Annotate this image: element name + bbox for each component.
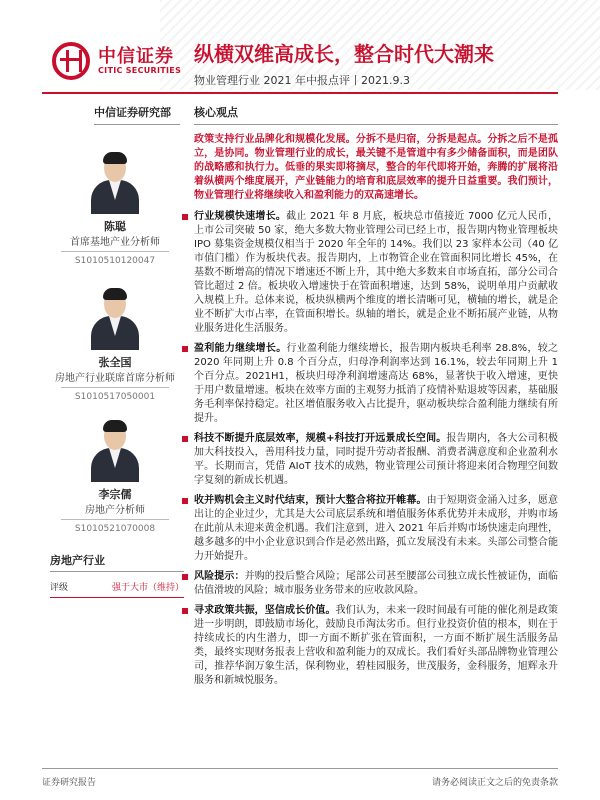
analyst-card [50, 418, 180, 534]
analyst-divider [61, 387, 169, 388]
analyst-role: 首席基地产业分析师 [70, 237, 160, 248]
analyst-card [50, 150, 180, 266]
core-views-section [194, 104, 558, 203]
report-title: 纵横双维高成长，整合时代大潮来 [194, 42, 494, 66]
analyst-license-id: S1010510120047 [74, 256, 156, 266]
footer-left-text: 证券研究报告 [42, 778, 97, 788]
core-views-heading: 核心观点 [194, 104, 558, 125]
industry-rating [50, 552, 184, 598]
analyst-sidebar [50, 104, 180, 125]
bullet-marker-icon [182, 608, 188, 614]
bullet-marker-icon [182, 498, 188, 504]
logo-text-cn: 中信证券 [98, 46, 174, 67]
analyst-photo [87, 286, 143, 350]
key-points-list [178, 210, 558, 694]
analyst-name: 陈聪 [104, 220, 126, 233]
rating-row [50, 572, 184, 598]
rating-value: 强于大市（维持） [111, 583, 184, 593]
key-point [178, 342, 558, 426]
bullet-marker-icon [182, 574, 188, 580]
key-point-text: 并购的投后整合风险；尾部公司甚至腰部公司独立成长性被证伪，面临估值滑坡的风险；城市服务业务带来的应收款风险。 [194, 571, 559, 596]
analyst-role: 房地产行业联席首席分析师 [55, 373, 175, 384]
analyst-divider [61, 251, 169, 252]
analyst-name: 张全国 [98, 356, 132, 369]
citic-logo [52, 40, 202, 82]
summary-paragraph: 政策支持行业品牌化和规模化发展。分拆不是归宿，分拆是起点。分拆之后不是孤立，是协同。物业管理行业的成长，最关键不是管道中有多少储备面积，而是团队的战略感和执行力。低垂的果实即将摘尽，整合的年代即将开始，奔腾的扩展将沿着纵横两个维度展开，产业链能力的培育和底层效率的提升日益重要。我们预计，物业管理行业将继续收入和盈利能力的双高速增长。 [194, 134, 558, 201]
footer-disclaimer-text: 请务必阅读正文之后的免责条款 [431, 778, 558, 788]
key-point-text: 由于短期资金涌入过多，愿意出让的企业过少，尤其是大公司底层系统和增值服务体系优势并未成形，并购市场在此前从未迎来黄金机遇。我们注意到，进入 2021 年后并购市场快速走向理性，越多越多的中小企业意识到合作是必然出路，孤立发展没有未来。头部公司整合能力开始提升。 [194, 495, 559, 562]
report-header [0, 0, 600, 90]
key-point [178, 604, 558, 688]
rating-industry-heading: 房地产行业 [50, 552, 184, 572]
key-point [178, 494, 558, 564]
key-point-text: 我们认为，未来一段时间最有可能的催化剂是政策进一步明朗，即鼓励市场化，鼓励良币淘汰劣币。但行业投资价值的根本，则在于持续成长的内生潜力，即一方面不断扩张在管面积，一方面不断扩展生活服务品类，最终实现财务报表上营收和盈利能力的双成长。我们看好头部品牌物业管理公司，推荐华润万象生活，保利物业，碧桂园服务，世茂服务，金科服务，旭辉永升服务和新城悦服务。 [194, 605, 559, 686]
key-point [178, 570, 558, 598]
logo-text-en: CITIC SECURITIES [98, 66, 182, 75]
key-point [178, 432, 558, 488]
analyst-photo [87, 150, 143, 214]
report-subtitle: 物业管理行业 2021 年中报点评丨2021.9.3 [194, 74, 410, 87]
analyst-license-id: S1010521070008 [74, 524, 156, 534]
analyst-photo [87, 418, 143, 482]
bullet-marker-icon [182, 436, 188, 442]
analyst-role: 房地产分析师 [85, 505, 145, 516]
bullet-marker-icon [182, 346, 188, 352]
analyst-license-id: S1010517050001 [74, 392, 156, 402]
header-divider [42, 92, 558, 94]
key-point-lead: 寻求政策共振，坚信成长价值。 [194, 605, 336, 616]
analyst-name: 李宗儒 [98, 488, 132, 501]
rating-label: 评级 [50, 583, 69, 593]
citic-logo-icon [52, 42, 90, 80]
key-point [178, 210, 558, 336]
key-point-text: 报告期内，各大公司积极加大科技投入，善用科技力量，同时提升劳动者报酬、消费者满意度和企业盈利水平。长期而言，凭借 AIoT 技术的成熟，物业管理公司预计将迎来闭合物理空间数字复刻的新成长机遇。 [194, 433, 558, 486]
key-point-lead: 科技不断提升底层效率，规模+科技打开远景成长空间。 [194, 433, 447, 444]
key-point-lead: 行业规模快速增长。 [194, 211, 287, 222]
research-dept-heading: 中信证券研究部 [94, 104, 180, 125]
key-point-lead: 盈利能力继续增长。 [194, 343, 287, 354]
key-point-lead: 收并购机会主义时代结束，预计大整合将拉开帷幕。 [194, 495, 427, 506]
key-point-lead: 风险提示： [194, 571, 245, 582]
key-point-text: 行业盈利能力继续增长，报告期内板块毛利率 28.8%，较之 2020 年同期上升 0.8 个百分点，归母净利润率达到 16.1%，较去年同期上升 1 个百分点。2021H1，板块归母净利润增速高达 68%，显著快于收入增速，更快于用户数量增速。板块在效率方面的主观努力抵消了疫情补贴退坡等因素，基础服务毛利率保持稳定。社区增值服务收入占比提升，驱动板块综合盈利能力继续有所提升。 [194, 343, 558, 424]
page-footer [42, 768, 558, 788]
analyst-divider [61, 519, 169, 520]
bullet-marker-icon [182, 214, 188, 220]
key-point-text: 截止 2021 年 8 月底，板块总市值接近 7000 亿元人民币，上市公司突破 50 家，绝大多数大物业管理公司已经上市，报告期内物业管理板块 IPO 募集资金规模仅相当于 2020 年全年的 14%。我们以 23 家样本公司（40 亿市值门槛）作为板块代表。报告期内，上市物管企业在管面积同比增长 45%，在基数不断增高的情况下增速还不断上升，其中绝大多数来自市场直拓，部分公司合管比超过 2 倍。板块收入增速快于在管面积增速，达到 58%，说明单用户贡献收入规模上升。总体来说，板块纵横两个维度的增长清晰可见，横轴的增长，就是企业不断扩大市占率，在管面积增长。纵轴的增长，就是企业不断拓展产业链，从物业服务进化生活服务。 [194, 211, 558, 334]
analyst-card [50, 286, 180, 402]
